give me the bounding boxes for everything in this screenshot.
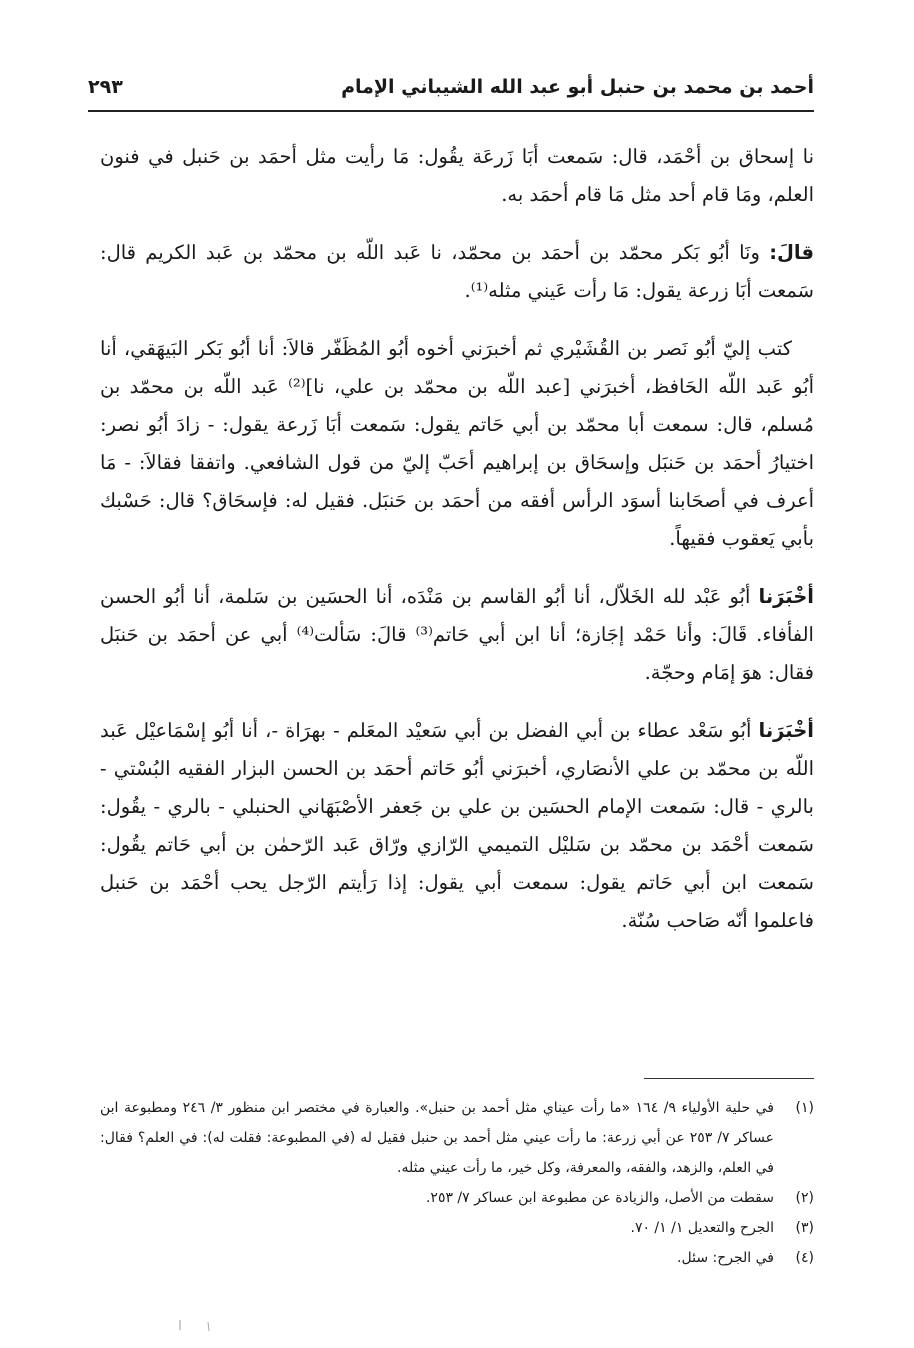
footnote-text: سقطت من الأصل، والزيادة عن مطبوعة ابن عساكر ٧/ ٢٥٣. <box>425 1190 774 1206</box>
footnote-separator <box>644 1078 814 1079</box>
footnote <box>100 1213 814 1243</box>
footnotes <box>100 1093 814 1273</box>
paragraph <box>100 578 814 692</box>
footnote-number: (٤) <box>795 1250 814 1266</box>
footnote-text: في حلية الأولياء ٩/ ١٦٤ «ما رأت عيناي مثل أحمد بن حنبل». والعبارة في مختصر ابن منظور ٣/ ٢٤٦ ومطبوعة ابن عساكر ٧/ ٢٥٣ عن أبي زرعة: ما رأت عيني مثل أحمد بن حنبل فقيل له (في المطبوعة: فقلت له): في العلم؟ فقال: في العلم، والزهد، والفقه، والمعرفة، وكل خير، ما رأت عيني مثله. <box>100 1100 774 1176</box>
footnote-number: (٢) <box>795 1190 814 1206</box>
footnote-text: الجرح والتعديل ١/ ١/ ٧٠. <box>630 1220 774 1236</box>
paragraph <box>100 330 814 558</box>
main-text <box>100 138 814 960</box>
paragraph-text: كتب إليّ أبُو نَصر بن القُشَيْري ثم أخبرَني أخوه أبُو المُظَفّر قالاَ: أنا أبُو بَكر البَيهَقي، أنا أبُو عَبد اللّه الحَافظ، أخبرَني [عبد اللّه بن محمّد بن علي، نا]⁽²⁾ عَبد اللّه بن محمّد بن مُسلم، قال: سمعت أبا محمّد بن أبي حَاتم يقول: سَمعت أبَا زَرعة يقول: - زادَ أبُو نصر: اختيارُ أحمَد بن حَنبَل وإسحَاق بن إبراهيم أحَبّ إليّ من قول الشافعي. واتفقا فقالاَ: - مَا أعرف في أصحَابنا أسوَد الرأس أفقه من أحمَد بن حَنبَل. فقيل له: فإسحَاق؟ قال: حَسْبك بأبي يَعقوب فقيهاً. <box>100 337 815 550</box>
scan-marks <box>178 1318 218 1334</box>
paragraph-lead: قالَ: <box>769 241 814 264</box>
paragraph <box>100 138 814 214</box>
paragraph-text: أبُو عَبْد لله الخَلاّل، أنا أبُو القاسم بن مَنْدَه، أنا الحسَين بن سَلمة، أنا أبُو الحسن الفأفاء. قَالَ: وأنا حَمْد إجَازة؛ أنا ابن أبي حَاتم⁽³⁾ قالَ: سَألت⁽⁴⁾ أبي عن أحمَد بن حَنبَل فقال: هوَ إمَام وحجّة. <box>100 585 814 684</box>
paragraph <box>100 712 814 940</box>
paragraph-text: أبُو سَعْد عطاء بن أبي الفضل بن أبي سَعيْد المعَلم - بهرَاة -، أنا أبُو إسْمَاعيْل عَبد اللّه بن محمّد بن علي الأنصَاري، أخبرَني أبُو حَاتم أحمَد بن الحسن البزار الفقيه البُسْتي - بالري - قال: سَمعت الإمام الحسَين بن علي بن جَعفر الأصْبَهَاني الحنبلي - بالري - يقُول: سَمعت أحْمَد بن محمّد بن سَليْل التميمي الرّازي ورّاق عَبد الرّحمٰن بن أبي حَاتم يقُول: سَمعت ابن أبي حَاتم يقول: سمعت أبي يقول: إذا رَأيتم الرّجل يحب أحْمَد بن حَنبل فاعلموا أنّه صَاحب سُنّة. <box>100 719 814 932</box>
running-title: أحمد بن محمد بن حنبل أبو عبد الله الشيباني الإمام <box>341 76 814 98</box>
footnote <box>100 1243 814 1273</box>
footnote-number: (١) <box>795 1100 814 1116</box>
paragraph-text: نا إسحاق بن أحْمَد، قال: سَمعت أبَا زَرعَة يقُول: مَا رأيت مثل أحمَد بن حَنبل في فنون العلم، ومَا قام أحد مثل مَا قام أحمَد به. <box>100 145 814 206</box>
paragraph-lead: أخْبَرَنا <box>758 585 814 608</box>
footnote-number: (٣) <box>795 1220 814 1236</box>
page-header <box>88 70 814 112</box>
footnote <box>100 1093 814 1183</box>
page-number: ٢٩٣ <box>88 76 123 98</box>
footnote <box>100 1183 814 1213</box>
paragraph-text: ونَا أبُو بَكر محمّد بن أحمَد بن محمّد، نا عَبد اللّه بن محمّد بن عَبد الكريم قال: سَمعت أبَا زرعة يقول: مَا رأت عَيني مثله⁽¹⁾. <box>100 241 814 302</box>
footnote-text: في الجرح: سئل. <box>677 1250 774 1266</box>
paragraph <box>100 234 814 310</box>
paragraph-lead: أخْبَرَنا <box>758 719 814 742</box>
